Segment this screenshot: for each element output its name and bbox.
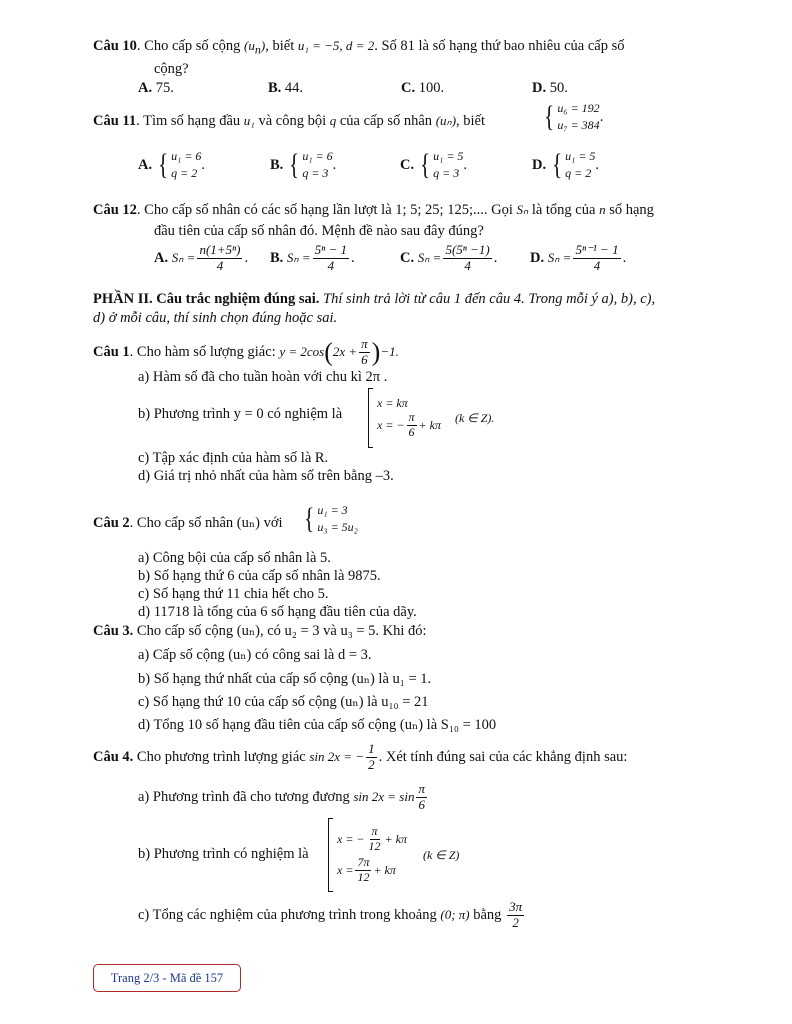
p3-label: Câu 3.	[93, 623, 134, 639]
p4-line: Câu 4. Cho phương trình lượng giác sin 2x = − $\frac{1}{2}$ . Xét tính đúng sai của các khẳng định sau:	[93, 741, 628, 772]
q10-seq: $(u_n)$	[244, 38, 266, 57]
q11-option-D: D. { u₁ = 5 q = 2 .	[532, 148, 600, 182]
q11-text4: , biết	[456, 113, 486, 129]
p2-text: . Cho cấp số nhân (uₙ) với	[129, 515, 283, 531]
q11-option-B: B. { u₁ = 6 q = 3 .	[270, 148, 337, 182]
p4-b-text: b) Phương trình có nghiệm là	[138, 846, 309, 862]
p1-line: Câu 1. Cho hàm số lượng giác: y = 2cos(2x + $\frac{\pi}{6}$ )−1.	[93, 336, 399, 367]
q11-text3: của cấp số nhân	[339, 113, 433, 129]
q10-text1: . Cho cấp số cộng	[136, 38, 241, 54]
q10-C-val: 100.	[418, 80, 445, 96]
p3-d: d) Tổng 10 số hạng đầu tiên của cấp số cộng (uₙ) là S₁₀ = 100	[138, 717, 497, 733]
part2-instr1: Thí sinh trả lời từ câu 1 đến câu 4. Trong mỗi ý a), b), c),	[319, 291, 656, 307]
q11-text2: và công bội	[258, 113, 327, 129]
p2-b: b) Số hạng thứ 6 của cấp số nhân là 9875.	[138, 568, 381, 584]
part2-heading-line	[93, 291, 655, 308]
p4-label: Câu 4.	[93, 748, 134, 765]
p1-c: c) Tập xác định của hàm số là R.	[138, 450, 329, 466]
p3-b: b) Số hạng thứ nhất của cấp số cộng (uₙ) là u₁ = 1.	[138, 671, 432, 687]
p2-a: a) Công bội của cấp số nhân là 5.	[138, 550, 331, 566]
q10-B-val: 44.	[284, 80, 304, 96]
q12-line1	[93, 202, 654, 219]
q12-text3: số hạng	[609, 202, 654, 218]
q11-seq: (uₙ)	[435, 113, 457, 128]
p4-c: c) Tổng các nghiệm của phương trình trong khoảng (0; π) bằng $\frac{3\pi}{2}$	[138, 899, 523, 930]
p1-label: Câu 1	[93, 343, 130, 360]
q11-u1: u₁	[243, 113, 255, 128]
page-footer	[93, 964, 241, 992]
p2-d: d) 11718 là tổng của 6 số hạng đầu tiên của dãy.	[138, 604, 417, 620]
p1-text: . Cho hàm số lượng giác:	[129, 343, 276, 360]
q10-label: Câu 10	[93, 38, 137, 54]
q12-option-D: D. Sₙ = $\frac{\text{5ⁿ⁻¹ − 1}}{4}$ .	[530, 242, 627, 273]
p2-label: Câu 2	[93, 515, 130, 531]
q11-condition-system: { u₆ = 192 u₇ = 384 .	[544, 100, 604, 134]
q12-option-B: B. Sₙ = $\frac{\text{5ⁿ − 1}}{4}$ .	[270, 242, 355, 273]
q11-q: q	[329, 113, 337, 128]
q12-text1: . Cho cấp số nhân có các số hạng lần lượt là 1; 5; 25; 125;.... Gọi	[136, 202, 513, 218]
part2-heading: PHẦN II. Câu trắc nghiệm đúng sai.	[93, 291, 320, 307]
page-footer-label: Trang 2/3 - Mã đề 157	[110, 970, 224, 985]
q12-text2: là tổng của	[531, 202, 596, 218]
q11-option-C: C. { u₁ = 5 q = 3 .	[400, 148, 468, 182]
p3-line	[93, 623, 427, 640]
q10-text2: , biết	[265, 38, 295, 54]
q12-option-C: C. Sₙ = $\frac{\text{5(5ⁿ −1)}}{4}$ .	[400, 242, 498, 273]
p3-c: c) Số hạng thứ 10 của cấp số cộng (uₙ) là u₁₀ = 21	[138, 694, 429, 710]
p1-d: d) Giá trị nhỏ nhất của hàm số trên bằng –3.	[138, 468, 394, 484]
q12-text4: đầu tiên của cấp số nhân đó. Mệnh đề nào sau đây đúng?	[154, 223, 484, 239]
q10-A: A.	[138, 80, 153, 96]
p2-condition-system: { u₁ = 3 u₃ = 5u₂	[304, 502, 358, 536]
p2-line	[93, 515, 283, 532]
p3-a: a) Cấp số cộng (uₙ) có công sai là d = 3.	[138, 647, 372, 663]
q10-B: B.	[268, 80, 282, 96]
q10-given: u₁ = −5, d = 2	[297, 38, 375, 53]
part2-instr2: d) ở mỗi câu, thí sinh chọn đúng hoặc sai.	[93, 310, 338, 326]
q12-option-A: A. Sₙ = $\frac{\text{n(1+5ⁿ)}}{4}$ .	[154, 242, 249, 273]
p2-c: c) Số hạng thứ 11 chia hết cho 5.	[138, 586, 329, 602]
p4-a: a) Phương trình đã cho tương đương sin 2x = sin $\frac{\pi}{6}$	[138, 781, 425, 812]
q11-line	[93, 113, 485, 130]
q12-n: n	[599, 202, 606, 217]
q10-D: D.	[532, 80, 547, 96]
q11-option-A: A. { u₁ = 6 q = 2 .	[138, 148, 206, 182]
q11-label: Câu 11	[93, 113, 137, 129]
q10-text3: . Số 81 là số hạng thứ bao nhiêu của cấp số	[374, 38, 625, 54]
q10-D-val: 50.	[549, 80, 568, 96]
p4-text2: . Xét tính đúng sai của các khẳng định sau:	[378, 748, 628, 765]
p3-text: Cho cấp số cộng (uₙ), có u₂ = 3 và u₃ = 5. Khi đó:	[133, 623, 427, 639]
p1-b-text: b) Phương trình y = 0 có nghiệm là	[138, 406, 343, 422]
q10-C: C.	[401, 80, 416, 96]
p1-a: a) Hàm số đã cho tuần hoàn với chu kì 2π .	[138, 369, 388, 385]
q10-A-val: 75.	[155, 80, 174, 96]
p4-b-solution: x = − $\frac{\pi}{12}$ + kπ x = $\frac{7\pi}{12}$ + kπ (k ∈ Z)	[328, 818, 459, 892]
q10-options	[138, 80, 174, 97]
q10-line1	[93, 38, 624, 58]
q12-Sn: Sₙ	[516, 202, 529, 217]
q12-label: Câu 12	[93, 202, 137, 218]
q11-text1: . Tìm số hạng đầu	[136, 113, 241, 129]
p1-b-solution: x = kπ x = − $\frac{\pi}{6}$ + kπ (k ∈ Z).	[368, 388, 494, 448]
q10-text4: cộng?	[154, 61, 189, 77]
p4-text1: Cho phương trình lượng giác	[133, 748, 306, 765]
